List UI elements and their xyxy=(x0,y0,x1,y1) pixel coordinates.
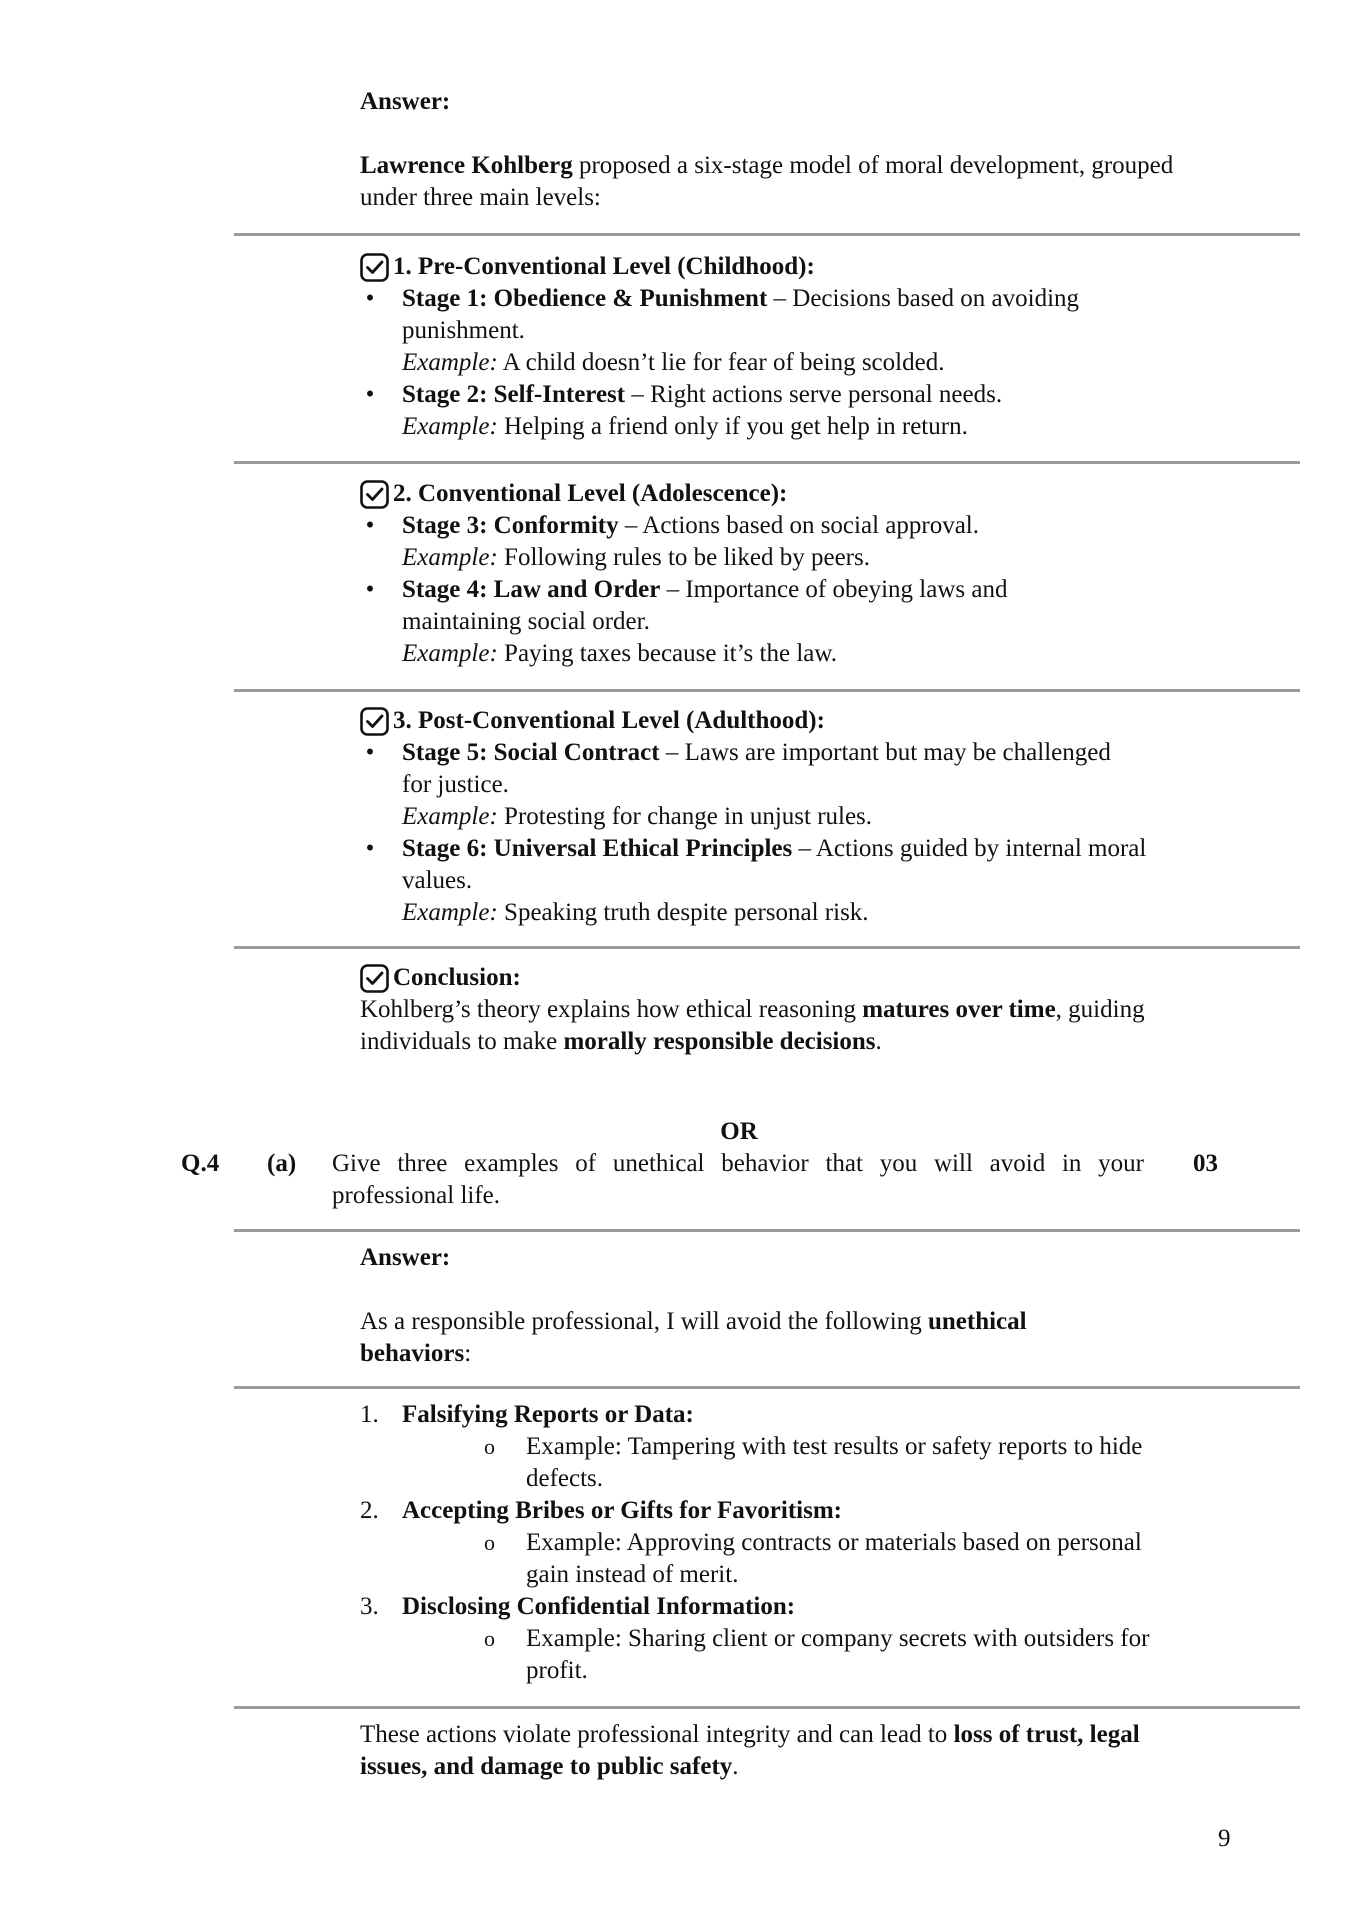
answer-label: Answer: xyxy=(360,1244,451,1271)
question-text: Give three examples of unethical behavior that you will avoid in your professional life. xyxy=(332,1150,1144,1209)
level-1-block xyxy=(360,251,1190,443)
stage-list xyxy=(360,283,1190,443)
conclusion-heading: Conclusion: xyxy=(360,962,1190,994)
divider xyxy=(234,461,1300,464)
checkbox-check-icon xyxy=(360,964,389,993)
stage-list xyxy=(360,737,1190,929)
closing-text: These actions violate professional integrity and can lead to loss of trust, legal issues, and damage to public safety. xyxy=(360,1721,1140,1780)
divider xyxy=(234,1706,1300,1709)
question-part: (a) xyxy=(267,1150,297,1177)
divider xyxy=(234,689,1300,692)
list-item: • Stage 1: Obedience & Punishment – Decisions based on avoiding punishment. Example: A child doesn’t lie for fear of being scolded. xyxy=(365,285,1080,376)
checkbox-check-icon xyxy=(360,253,389,282)
answer-label: Answer: xyxy=(360,88,451,115)
answer-intro: Lawrence Kohlberg proposed a six-stage model of moral development, grouped under three main levels: xyxy=(360,152,1174,211)
checkbox-check-icon xyxy=(360,480,389,509)
stage-list xyxy=(360,510,1190,670)
list-item: 1. Falsifying Reports or Data: o Example: Tampering with test results or safety reports to hide defects. xyxy=(360,1399,1190,1495)
level-2-heading: 2. Conventional Level (Adolescence): xyxy=(360,478,1190,510)
question-marks: 03 xyxy=(1193,1150,1218,1177)
list-item: 2. Accepting Bribes or Gifts for Favoritism: o Example: Approving contracts or materials based on personal gain instead of merit. xyxy=(360,1495,1190,1591)
checkbox-check-icon xyxy=(360,707,389,736)
list-item: • Stage 4: Law and Order – Importance of obeying laws and maintaining social order. Example: Paying taxes because it’s the law. xyxy=(365,576,1008,667)
list-item: • Stage 2: Self-Interest – Right actions serve personal needs. Example: Helping a friend only if you get help in return. xyxy=(365,381,1003,440)
list-item: 3. Disclosing Confidential Information: o Example: Sharing client or company secrets with outsiders for profit. xyxy=(360,1591,1190,1687)
level-3-block xyxy=(360,705,1190,929)
list-item: • Stage 6: Universal Ethical Principles – Actions guided by internal moral values. Example: Speaking truth despite personal risk. xyxy=(365,835,1147,926)
or-separator: OR xyxy=(720,1118,758,1145)
sub-item: o Example: Sharing client or company secrets with outsiders for profit. xyxy=(484,1625,1150,1684)
level-2-block xyxy=(360,478,1190,670)
divider xyxy=(234,233,1300,236)
page-number: 9 xyxy=(1218,1825,1231,1852)
divider xyxy=(234,946,1300,949)
list-item: • Stage 5: Social Contract – Laws are important but may be challenged for justice. Example: Protesting for change in unjust rules. xyxy=(365,739,1111,830)
sub-item: o Example: Approving contracts or materials based on personal gain instead of merit. xyxy=(484,1529,1142,1588)
level-1-heading: 1. Pre-Conventional Level (Childhood): xyxy=(360,251,1190,283)
unethical-list xyxy=(360,1399,1190,1687)
question-number: Q.4 xyxy=(181,1150,220,1177)
conclusion-text: Kohlberg’s theory explains how ethical reasoning matures over time, guiding individuals to make morally responsible decisions. xyxy=(360,996,1145,1055)
answer-intro: As a responsible professional, I will avoid the following unethical behaviors: xyxy=(360,1308,1027,1367)
conclusion-block xyxy=(360,962,1190,1058)
level-3-heading: 3. Post-Conventional Level (Adulthood): xyxy=(360,705,1190,737)
list-item: • Stage 3: Conformity – Actions based on social approval. Example: Following rules to be liked by peers. xyxy=(365,512,979,571)
sub-item: o Example: Tampering with test results or safety reports to hide defects. xyxy=(484,1433,1143,1492)
divider xyxy=(234,1386,1300,1389)
divider xyxy=(234,1229,1300,1232)
